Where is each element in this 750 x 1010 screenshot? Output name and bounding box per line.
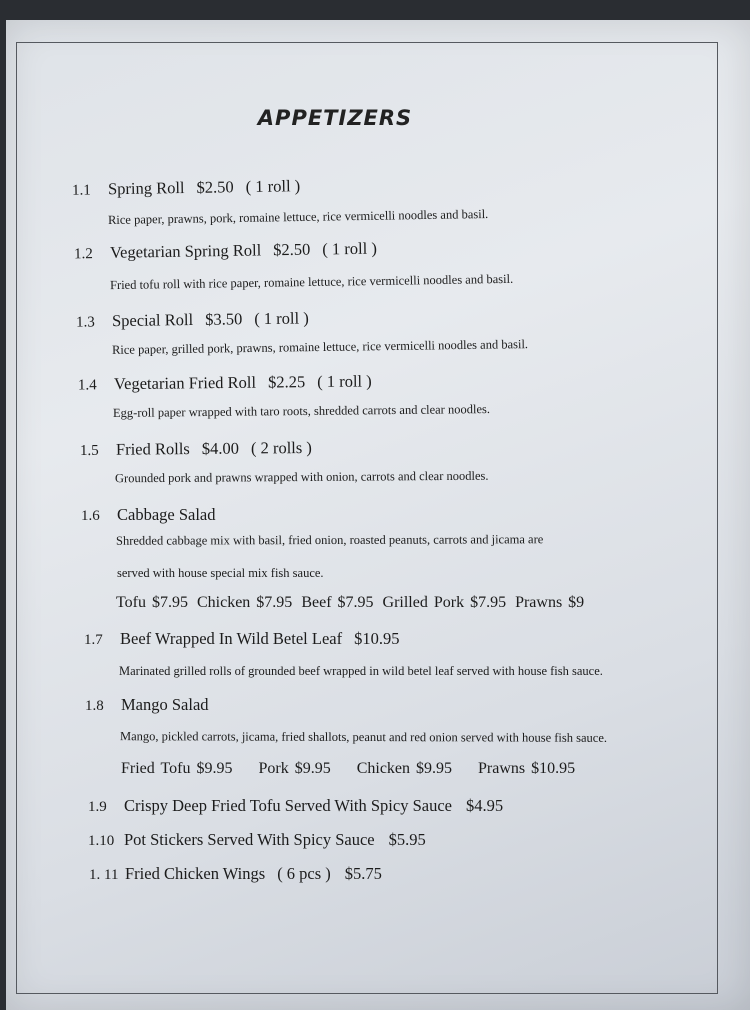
- item-quantity: ( 1 roll ): [322, 238, 378, 259]
- option-beef: Beef $7.95: [301, 594, 374, 611]
- item-name: Fried Chicken Wings: [125, 864, 266, 883]
- option-prawns: Prawns $10.95: [478, 760, 576, 777]
- option-prawns: Prawns $9: [515, 594, 585, 611]
- item-price: $10.95: [354, 629, 400, 648]
- item-name: Beef Wrapped In Wild Betel Leaf: [120, 629, 343, 648]
- option-tofu: Tofu $7.95: [116, 594, 188, 611]
- item-price: $2.50: [196, 177, 234, 197]
- item-number: 1.1: [71, 182, 91, 199]
- item-description-continued: served with house special mix fish sauce.: [117, 566, 324, 580]
- item-price: $2.25: [267, 372, 306, 392]
- item-price: $5.75: [344, 864, 382, 883]
- item-number: 1.8: [85, 698, 104, 714]
- menu-item-1-1: [72, 176, 301, 200]
- cabbage-salad-options: [116, 594, 593, 612]
- menu-item-1-3: [76, 308, 309, 331]
- item-description: Fried tofu roll with rice paper, romaine lettuce, rice vermicelli noodles and basil.: [109, 271, 514, 293]
- item-description: Rice paper, prawns, pork, romaine lettuce, rice vermicelli noodles and basil.: [107, 207, 489, 227]
- item-description: Rice paper, grilled pork, prawns, romaine lettuce, rice vermicelli noodles and basil.: [111, 337, 529, 357]
- menu-item-1-10: [88, 830, 426, 850]
- item-name: Fried Rolls: [115, 439, 190, 459]
- menu-item-1-4: [78, 371, 372, 394]
- item-quantity: ( 1 roll ): [245, 176, 301, 197]
- item-description: Grounded pork and prawns wrapped with onion, carrots and clear noodles.: [114, 468, 489, 486]
- option-chicken: Chicken $9.95: [356, 760, 453, 777]
- item-price: $4.95: [465, 796, 504, 815]
- item-number: 1.7: [84, 632, 103, 648]
- item-number: 1.4: [77, 377, 97, 394]
- item-number: 1.9: [88, 799, 107, 815]
- item-quantity: ( 1 roll ): [254, 308, 309, 329]
- item-number: 1.3: [75, 314, 95, 331]
- item-price: $2.50: [273, 239, 311, 260]
- item-name: Vegetarian Fried Roll: [113, 372, 257, 394]
- item-price: $5.95: [388, 830, 426, 849]
- item-price: $3.50: [204, 309, 243, 329]
- item-number: 1.6: [81, 508, 100, 524]
- menu-item-1-9: [88, 796, 503, 816]
- item-quantity: ( 6 pcs ): [277, 864, 331, 883]
- item-name: Vegetarian Spring Roll: [109, 240, 262, 262]
- item-quantity: ( 2 rolls ): [250, 437, 312, 458]
- item-description: Marinated grilled rolls of grounded beef wrapped in wild betel leaf served with house fish sauce.: [119, 664, 603, 678]
- item-name: Spring Roll: [107, 178, 185, 199]
- item-description: Shredded cabbage mix with basil, fried onion, roasted peanuts, carrots and jicama are: [115, 532, 544, 548]
- item-description: Egg-roll paper wrapped with taro roots, shredded carrots and clear noodles.: [112, 402, 491, 420]
- item-description: Mango, pickled carrots, jicama, fried shallots, peanut and red onion served with house fish sauce.: [119, 729, 608, 745]
- mango-salad-options: [121, 760, 601, 778]
- item-number: 1.2: [73, 246, 93, 263]
- item-number: 1.5: [79, 442, 99, 460]
- menu-item-1-8: [85, 695, 209, 715]
- option-grilled-pork: Grilled Pork $7.95: [382, 594, 507, 611]
- menu-item-1-7: [84, 629, 399, 649]
- option-fried-tofu: Fried Tofu $9.95: [121, 760, 233, 777]
- item-name: Mango Salad: [121, 695, 209, 714]
- option-pork: Pork $9.95: [258, 760, 331, 777]
- item-name: Special Roll: [111, 309, 194, 331]
- item-quantity: ( 1 roll ): [317, 371, 372, 392]
- item-price: $4.00: [201, 438, 240, 458]
- item-name: Crispy Deep Fried Tofu Served With Spicy Sauce: [124, 796, 452, 815]
- menu-item-1-11: [89, 864, 382, 884]
- item-name: Cabbage Salad: [117, 505, 216, 524]
- item-number: 1. 11: [89, 867, 119, 883]
- item-number: 1.10: [88, 833, 115, 849]
- item-name: Pot Stickers Served With Spicy Sauce: [124, 830, 375, 849]
- option-chicken: Chicken $7.95: [196, 594, 293, 611]
- menu-item-1-6: [81, 505, 216, 525]
- section-title: APPETIZERS: [257, 106, 413, 130]
- menu-item-1-5: [80, 438, 312, 460]
